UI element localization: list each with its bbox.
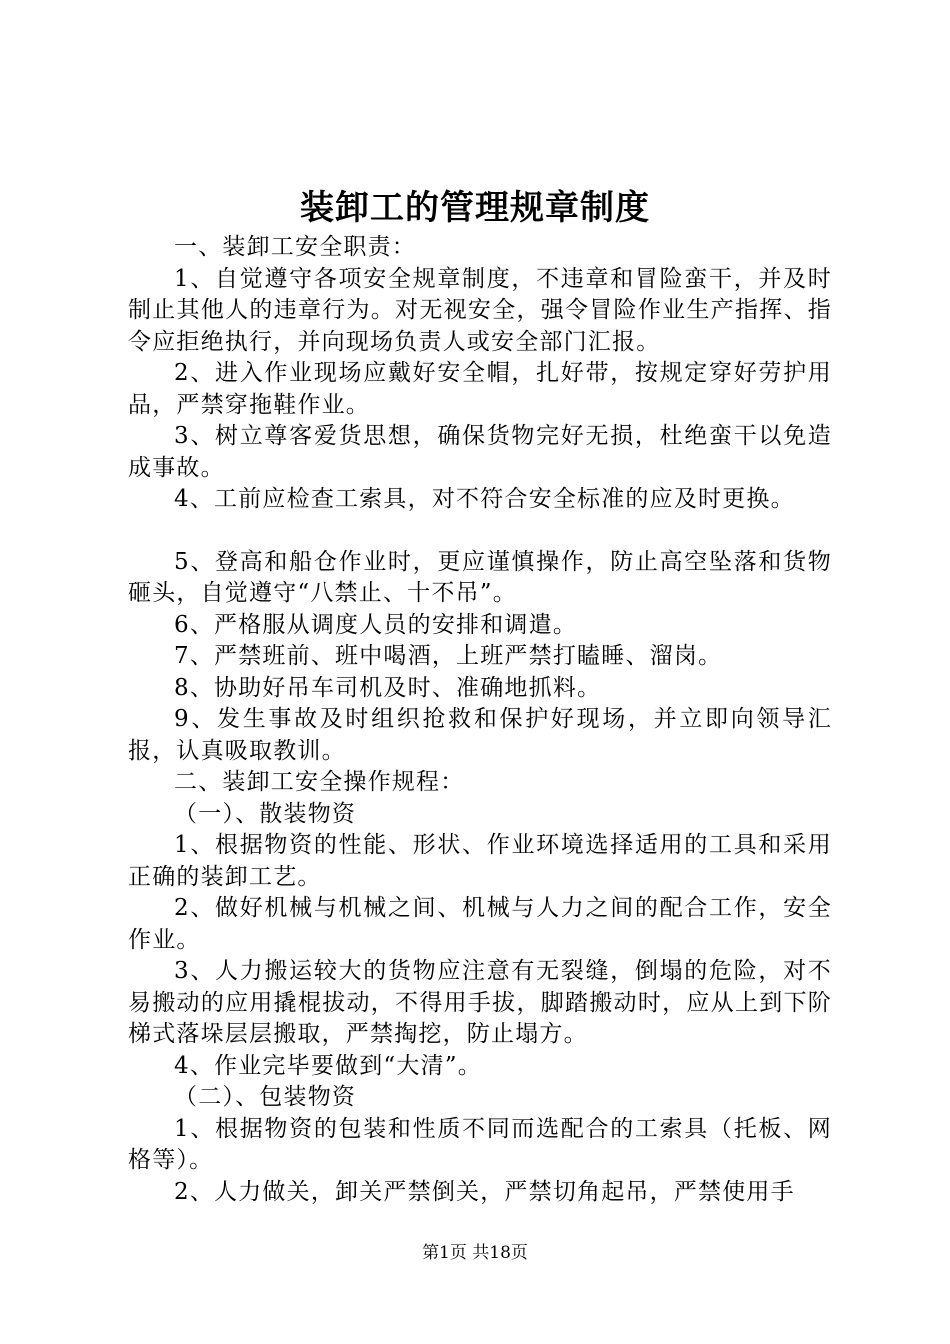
document-title: 装卸工的管理规章制度 [300,188,650,228]
subsection-heading-packaged: （二）、包装物资 [174,1084,357,1110]
paragraph-duty-2: 2、进入作业现场应戴好安全帽，扎好带，按规定穿好劳护用品，严禁穿拖鞋作业。 [128,360,832,418]
paragraph-duty-1: 1、自觉遵守各项安全规章制度，不违章和冒险蛮干，并及时制止其他人的违章行为。对无视安全，强令冒险作业生产指挥、指令应拒绝执行，并向现场负责人或安全部门汇报。 [128,265,832,355]
paragraph-duty-7: 7、严禁班前、班中喝酒，上班严禁打瞌睡、溜岗。 [174,643,723,669]
paragraph-packaged-2: 2、人力做关，卸关严禁倒关，严禁切角起吊，严禁使用手 [174,1178,795,1205]
paragraph-duty-5: 5、登高和船仓作业时，更应谨慎操作，防止高空坠落和货物砸头，自觉遵守“八禁止、十不吊”。 [128,548,832,606]
paragraph-duty-6: 6、严格服从调度人员的安排和调遣。 [174,611,578,638]
paragraph-duty-3: 3、树立尊客爱货思想，确保货物完好无损，杜绝蛮干以免造成事故。 [128,423,832,481]
paragraph-bulk-3: 3、人力搬运较大的货物应注意有无裂缝，倒塌的危险，对不易搬动的应用撬棍拔动，不得用手拔，脚踏搬动时，应从上到下阶梯式落垛层层搬取，严禁掏挖，防止塌方。 [128,958,832,1047]
blank-line [128,516,832,547]
document-body [128,232,832,1208]
subsection-heading-bulk: （一）、散装物资 [174,800,357,827]
paragraph-duty-9: 9、发生事故及时组织抢救和保护好现场，并立即向领导汇报，认真吸取教训。 [128,706,832,764]
section-heading-2: 二、装卸工安全操作规程： [174,769,465,795]
section-heading-1: 一、装卸工安全职责： [174,234,416,260]
page-number-footer: 第1页 共18页 [422,1243,528,1263]
paragraph-duty-4: 4、工前应检查工索具，对不符合安全标准的应及时更换。 [174,486,795,512]
paragraph-duty-8: 8、协助好吊车司机及时、准确地抓料。 [174,674,602,701]
paragraph-bulk-2: 2、做好机械与机械之间、机械与人力之间的配合工作，安全作业。 [128,895,832,953]
paragraph-packaged-1: 1、根据物资的包装和性质不同而选配合的工索具（托板、网格等）。 [128,1115,832,1173]
paragraph-bulk-1: 1、根据物资的性能、形状、作业环境选择适用的工具和采用正确的装卸工艺。 [128,832,832,890]
paragraph-bulk-4: 4、作业完毕要做到“大清”。 [174,1052,482,1079]
